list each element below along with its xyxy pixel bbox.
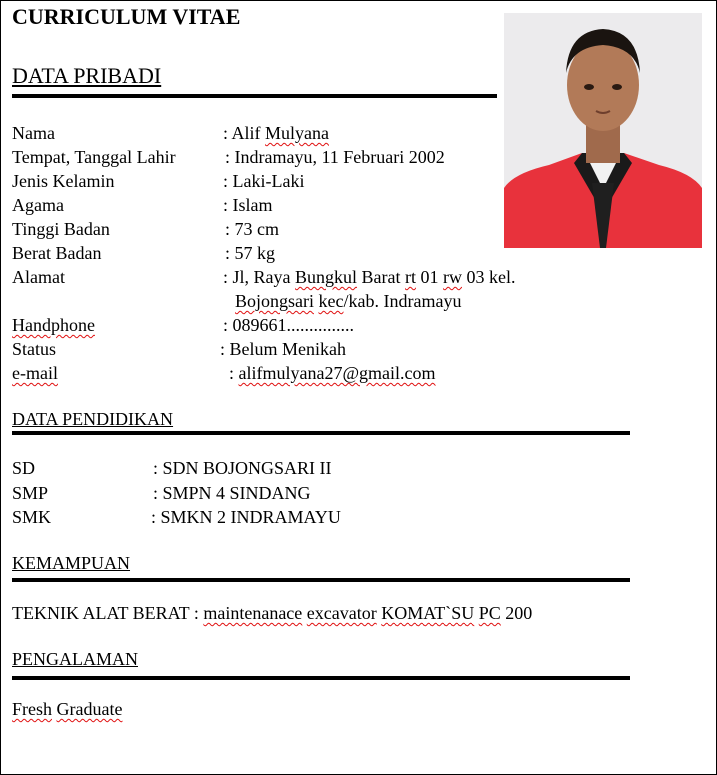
label-handphone: Handphone xyxy=(12,315,95,335)
edu-level-sd: SD xyxy=(12,458,36,478)
section-rule xyxy=(12,676,630,680)
edu-school-smk: : SMKN 2 INDRAMAYU xyxy=(151,507,341,527)
label-ttl: Tempat, Tanggal Lahir xyxy=(12,147,176,167)
label-status: Status xyxy=(12,339,57,359)
skills-text: TEKNIK ALAT BERAT : maintenanace excavator KOMAT`SU PC 200 xyxy=(12,603,533,623)
skills-heading: KEMAMPUAN xyxy=(12,553,131,573)
education-heading: DATA PENDIDIKAN xyxy=(12,409,174,429)
document-title: CURRICULUM VITAE xyxy=(12,4,241,29)
section-rule xyxy=(12,578,630,582)
value-ttl: : Indramayu, 11 Februari 2002 xyxy=(225,147,445,167)
edu-school-smp: : SMPN 4 SINDANG xyxy=(153,483,311,503)
section-rule xyxy=(12,431,630,435)
label-agama: Agama xyxy=(12,195,64,215)
value-agama: : Islam xyxy=(223,195,273,215)
edu-level-smp: SMP xyxy=(12,483,49,503)
personal-data-heading: DATA PRIBADI xyxy=(12,63,162,88)
label-berat-badan: Berat Badan xyxy=(12,243,102,263)
value-handphone: : 089661............... xyxy=(223,315,355,335)
value-alamat-line2: Bojongsari kec/kab. Indramayu xyxy=(235,291,462,311)
value-jenis-kelamin: : Laki-Laki xyxy=(223,171,305,191)
experience-heading: PENGALAMAN xyxy=(12,649,138,669)
edu-school-sd: : SDN BOJONGSARI II xyxy=(153,458,332,478)
label-jenis-kelamin: Jenis Kelamin xyxy=(12,171,115,191)
label-tinggi-badan: Tinggi Badan xyxy=(12,219,110,239)
value-berat-badan: : 57 kg xyxy=(225,243,276,263)
experience-text: Fresh Graduate xyxy=(12,699,123,719)
value-nama: : Alif Mulyana xyxy=(223,123,329,143)
label-alamat: Alamat xyxy=(12,267,65,287)
value-email[interactable]: : alifmulyana27@gmail.com xyxy=(229,363,436,383)
label-email: e-mail xyxy=(12,363,58,383)
value-tinggi-badan: : 73 cm xyxy=(225,219,279,239)
label-nama: Nama xyxy=(12,123,55,143)
profile-photo xyxy=(504,13,702,248)
value-status: : Belum Menikah xyxy=(220,339,346,359)
edu-level-smk: SMK xyxy=(12,507,52,527)
value-alamat: : Jl, Raya Bungkul Barat rt 01 rw 03 kel. xyxy=(223,267,516,287)
section-rule xyxy=(12,94,497,98)
